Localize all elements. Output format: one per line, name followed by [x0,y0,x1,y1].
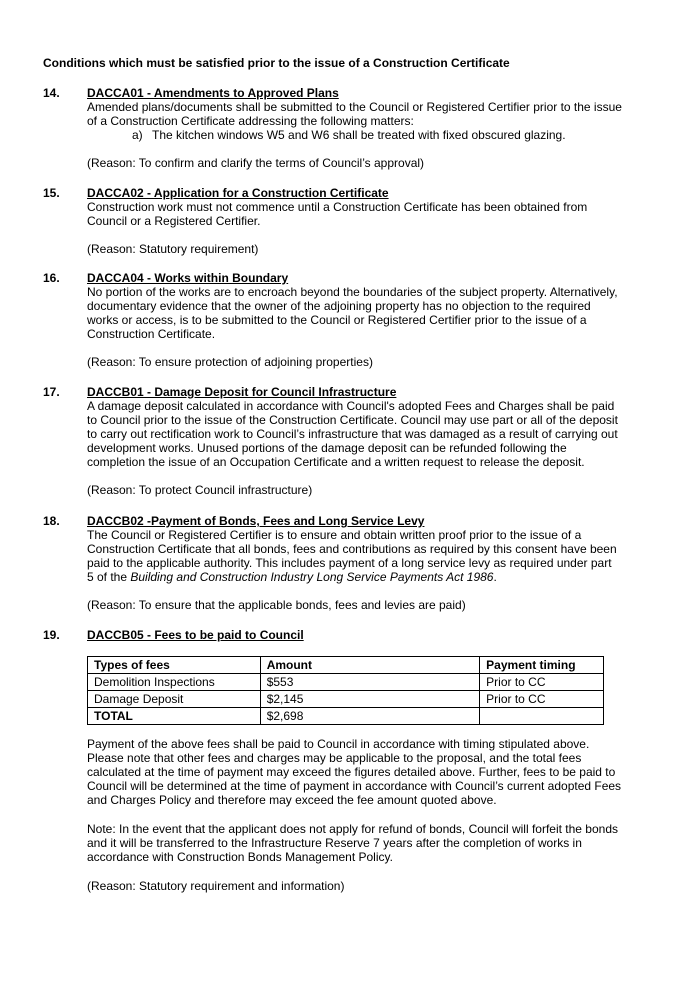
condition-text-line: Construction Certificate that all bonds, fees and contributions as required by this consent have been [87,542,617,556]
act-title: Building and Construction Industry Long Service Payments Act 1986 [130,570,494,584]
paragraph-line: calculated at the time of payment may exceed the figures detailed above. Further, fees to be paid to [87,765,616,779]
condition-text-line: works or access, is to be submitted to the Council or Registered Certifier prior to the issue of a [87,313,587,327]
condition-number: 16. [43,271,60,285]
table-cell: Damage Deposit [88,691,261,708]
condition-text-line [87,570,643,584]
paragraph-line: Note: In the event that the applicant does not apply for refund of bonds, Council will forfeit the bonds [87,822,618,836]
condition-text-line: Amended plans/documents shall be submitted to the Council or Registered Certifier prior to the issue [87,100,622,114]
condition-title: DACCB05 - Fees to be paid to Council [87,628,304,642]
table-cell: TOTAL [88,708,261,725]
column-header: Payment timing [480,657,604,674]
sub-item-text: The kitchen windows W5 and W6 shall be treated with fixed obscured glazing. [152,128,566,142]
condition-text-line: to carry out rectification work to Council’s infrastructure that was damaged as a result of carrying out [87,427,618,441]
sub-item-label: a) [132,128,143,142]
text-fragment: 5 of the [87,570,131,584]
table-cell: $2,145 [260,691,479,708]
condition-number: 17. [43,385,60,399]
note-paragraph [87,822,643,864]
condition-text-line: Council or a Registered Certifier. [87,214,261,228]
table-row [88,691,604,708]
condition-text-line: of a Construction Certificate addressing the following matters: [87,114,414,128]
table-header-row [88,657,604,674]
table-row [88,708,604,725]
table-cell: Prior to CC [480,674,604,691]
column-header: Types of fees [88,657,261,674]
section-heading: Conditions which must be satisfied prior to the issue of a Construction Certificate [43,56,510,70]
condition-text-line: development works. Unused portions of the damage deposit can be refunded following the [87,441,567,455]
table-cell: $553 [260,674,479,691]
condition-title: DACCB01 - Damage Deposit for Council Infrastructure [87,385,397,399]
table-cell [480,708,604,725]
condition-reason: (Reason: To protect Council infrastructure) [87,483,313,497]
condition-title: DACCA02 - Application for a Construction Certificate [87,186,389,200]
table-row [88,674,604,691]
paragraph-line: Council will be determined at the time of payment in accordance with Council’s current adopted Fees [87,779,622,793]
paragraph-line: accordance with Construction Bonds Management Policy. [87,850,393,864]
paragraph-line: and Charges Policy and therefore may exceed the fee amount quoted above. [87,793,497,807]
paragraph-line: Please note that other fees and charges may be applicable to the proposal, and the total fees [87,751,582,765]
condition-reason: (Reason: To ensure protection of adjoining properties) [87,355,373,369]
condition-text-line: A damage deposit calculated in accordance with Council's adopted Fees and Charges shall be paid [87,399,615,413]
table-cell: Demolition Inspections [88,674,261,691]
condition-reason: (Reason: Statutory requirement) [87,242,259,256]
payment-paragraph [87,737,643,807]
condition-title: DACCA04 - Works within Boundary [87,271,289,285]
fees-table [87,656,604,725]
condition-text-line: documentary evidence that the owner of the adjoining property has no objection to the required [87,299,591,313]
condition-number: 19. [43,628,60,642]
condition-title: DACCB02 -Payment of Bonds, Fees and Long Service Levy [87,514,425,528]
table-cell: Prior to CC [480,691,604,708]
paragraph-line: and it will be transferred to the Infrastructure Reserve 7 years after the completion of works in [87,836,582,850]
paragraph-line: Payment of the above fees shall be paid to Council in accordance with timing stipulated above. [87,737,590,751]
condition-title: DACCA01 - Amendments to Approved Plans [87,86,339,100]
condition-reason: (Reason: To ensure that the applicable bonds, fees and levies are paid) [87,598,466,612]
condition-text-line: No portion of the works are to encroach beyond the boundaries of the subject property. Alternatively, [87,285,618,299]
condition-sub-item [87,128,643,142]
condition-text-line: Construction Certificate. [87,327,216,341]
final-reason: (Reason: Statutory requirement and information) [87,879,345,893]
condition-text-line: paid to the applicable authority. This includes payment of a long service levy as required under part [87,556,612,570]
condition-text-line: completion the issue of an Occupation Certificate and a written request to release the deposit. [87,455,585,469]
condition-number: 18. [43,514,60,528]
column-header: Amount [260,657,479,674]
condition-number: 15. [43,186,60,200]
condition-number: 14. [43,86,60,100]
condition-text-line: Construction work must not commence until a Construction Certificate has been obtained from [87,200,588,214]
condition-text-line: The Council or Registered Certifier is to ensure and obtain written proof prior to the issue of a [87,528,582,542]
table-cell: $2,698 [260,708,479,725]
text-fragment: . [493,570,497,584]
condition-reason: (Reason: To confirm and clarify the terms of Council’s approval) [87,156,425,170]
condition-text-line: to Council prior to the issue of the Construction Certificate. Council may use part or all of the deposit [87,413,618,427]
